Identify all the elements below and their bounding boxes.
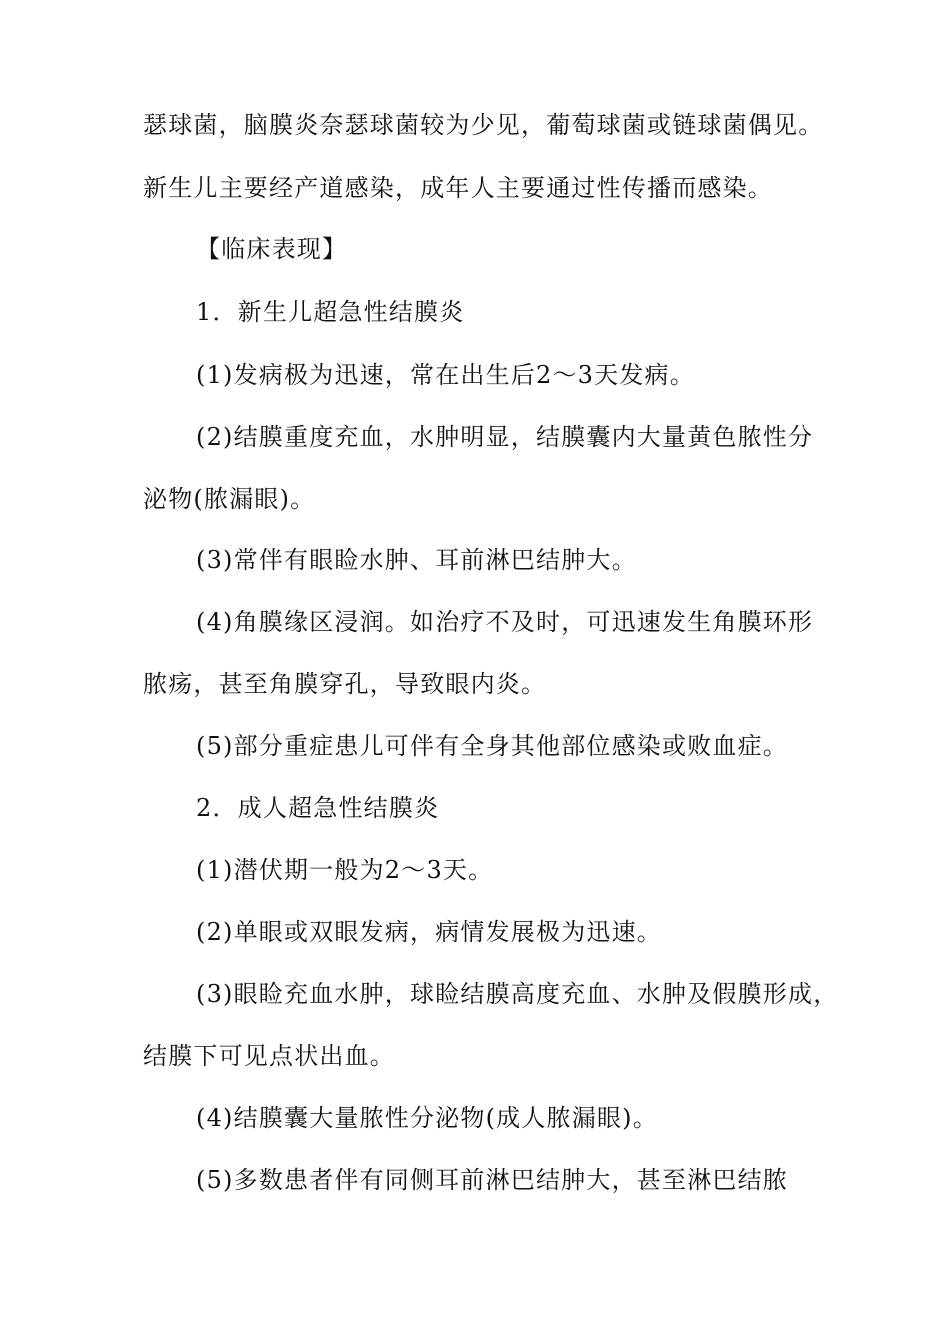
list-item: (4)角膜缘区浸润。如治疗不及时，可迅速发生角膜环形 <box>196 608 814 636</box>
paragraph-line: 新生儿主要经产道感染，成年人主要通过性传播而感染。 <box>143 174 773 202</box>
list-item-continuation: 泌物(脓漏眼)。 <box>143 485 316 513</box>
list-item: (2)结膜重度充血，水肿明显，结膜囊内大量黄色脓性分 <box>196 423 814 451</box>
list-item: (2)单眼或双眼发病，病情发展极为迅速。 <box>196 918 662 946</box>
paragraph-line: 瑟球菌，脑膜炎奈瑟球菌较为少见，葡萄球菌或链球菌偶见。 <box>143 111 824 139</box>
list-item: (5)多数患者伴有同侧耳前淋巴结肿大，甚至淋巴结脓 <box>196 1166 788 1194</box>
subsection-heading: 1．新生儿超急性结膜炎 <box>196 298 465 326</box>
list-item: (3)常伴有眼睑水肿、耳前淋巴结肿大。 <box>196 546 637 574</box>
list-item: (4)结膜囊大量脓性分泌物(成人脓漏眼)。 <box>196 1104 658 1132</box>
list-item: (3)眼睑充血水肿，球睑结膜高度充血、水肿及假膜形成， <box>196 980 839 1008</box>
subsection-heading: 2．成人超急性结膜炎 <box>196 794 440 822</box>
list-item-continuation: 结膜下可见点状出血。 <box>143 1042 395 1070</box>
list-item-continuation: 脓疡，甚至角膜穿孔，导致眼内炎。 <box>143 670 547 698</box>
section-heading: 【临床表现】 <box>196 235 348 263</box>
list-item: (5)部分重症患儿可伴有全身其他部位感染或败血症。 <box>196 732 788 760</box>
list-item: (1)发病极为迅速，常在出生后2～3天发病。 <box>196 361 695 389</box>
list-item: (1)潜伏期一般为2～3天。 <box>196 856 494 884</box>
